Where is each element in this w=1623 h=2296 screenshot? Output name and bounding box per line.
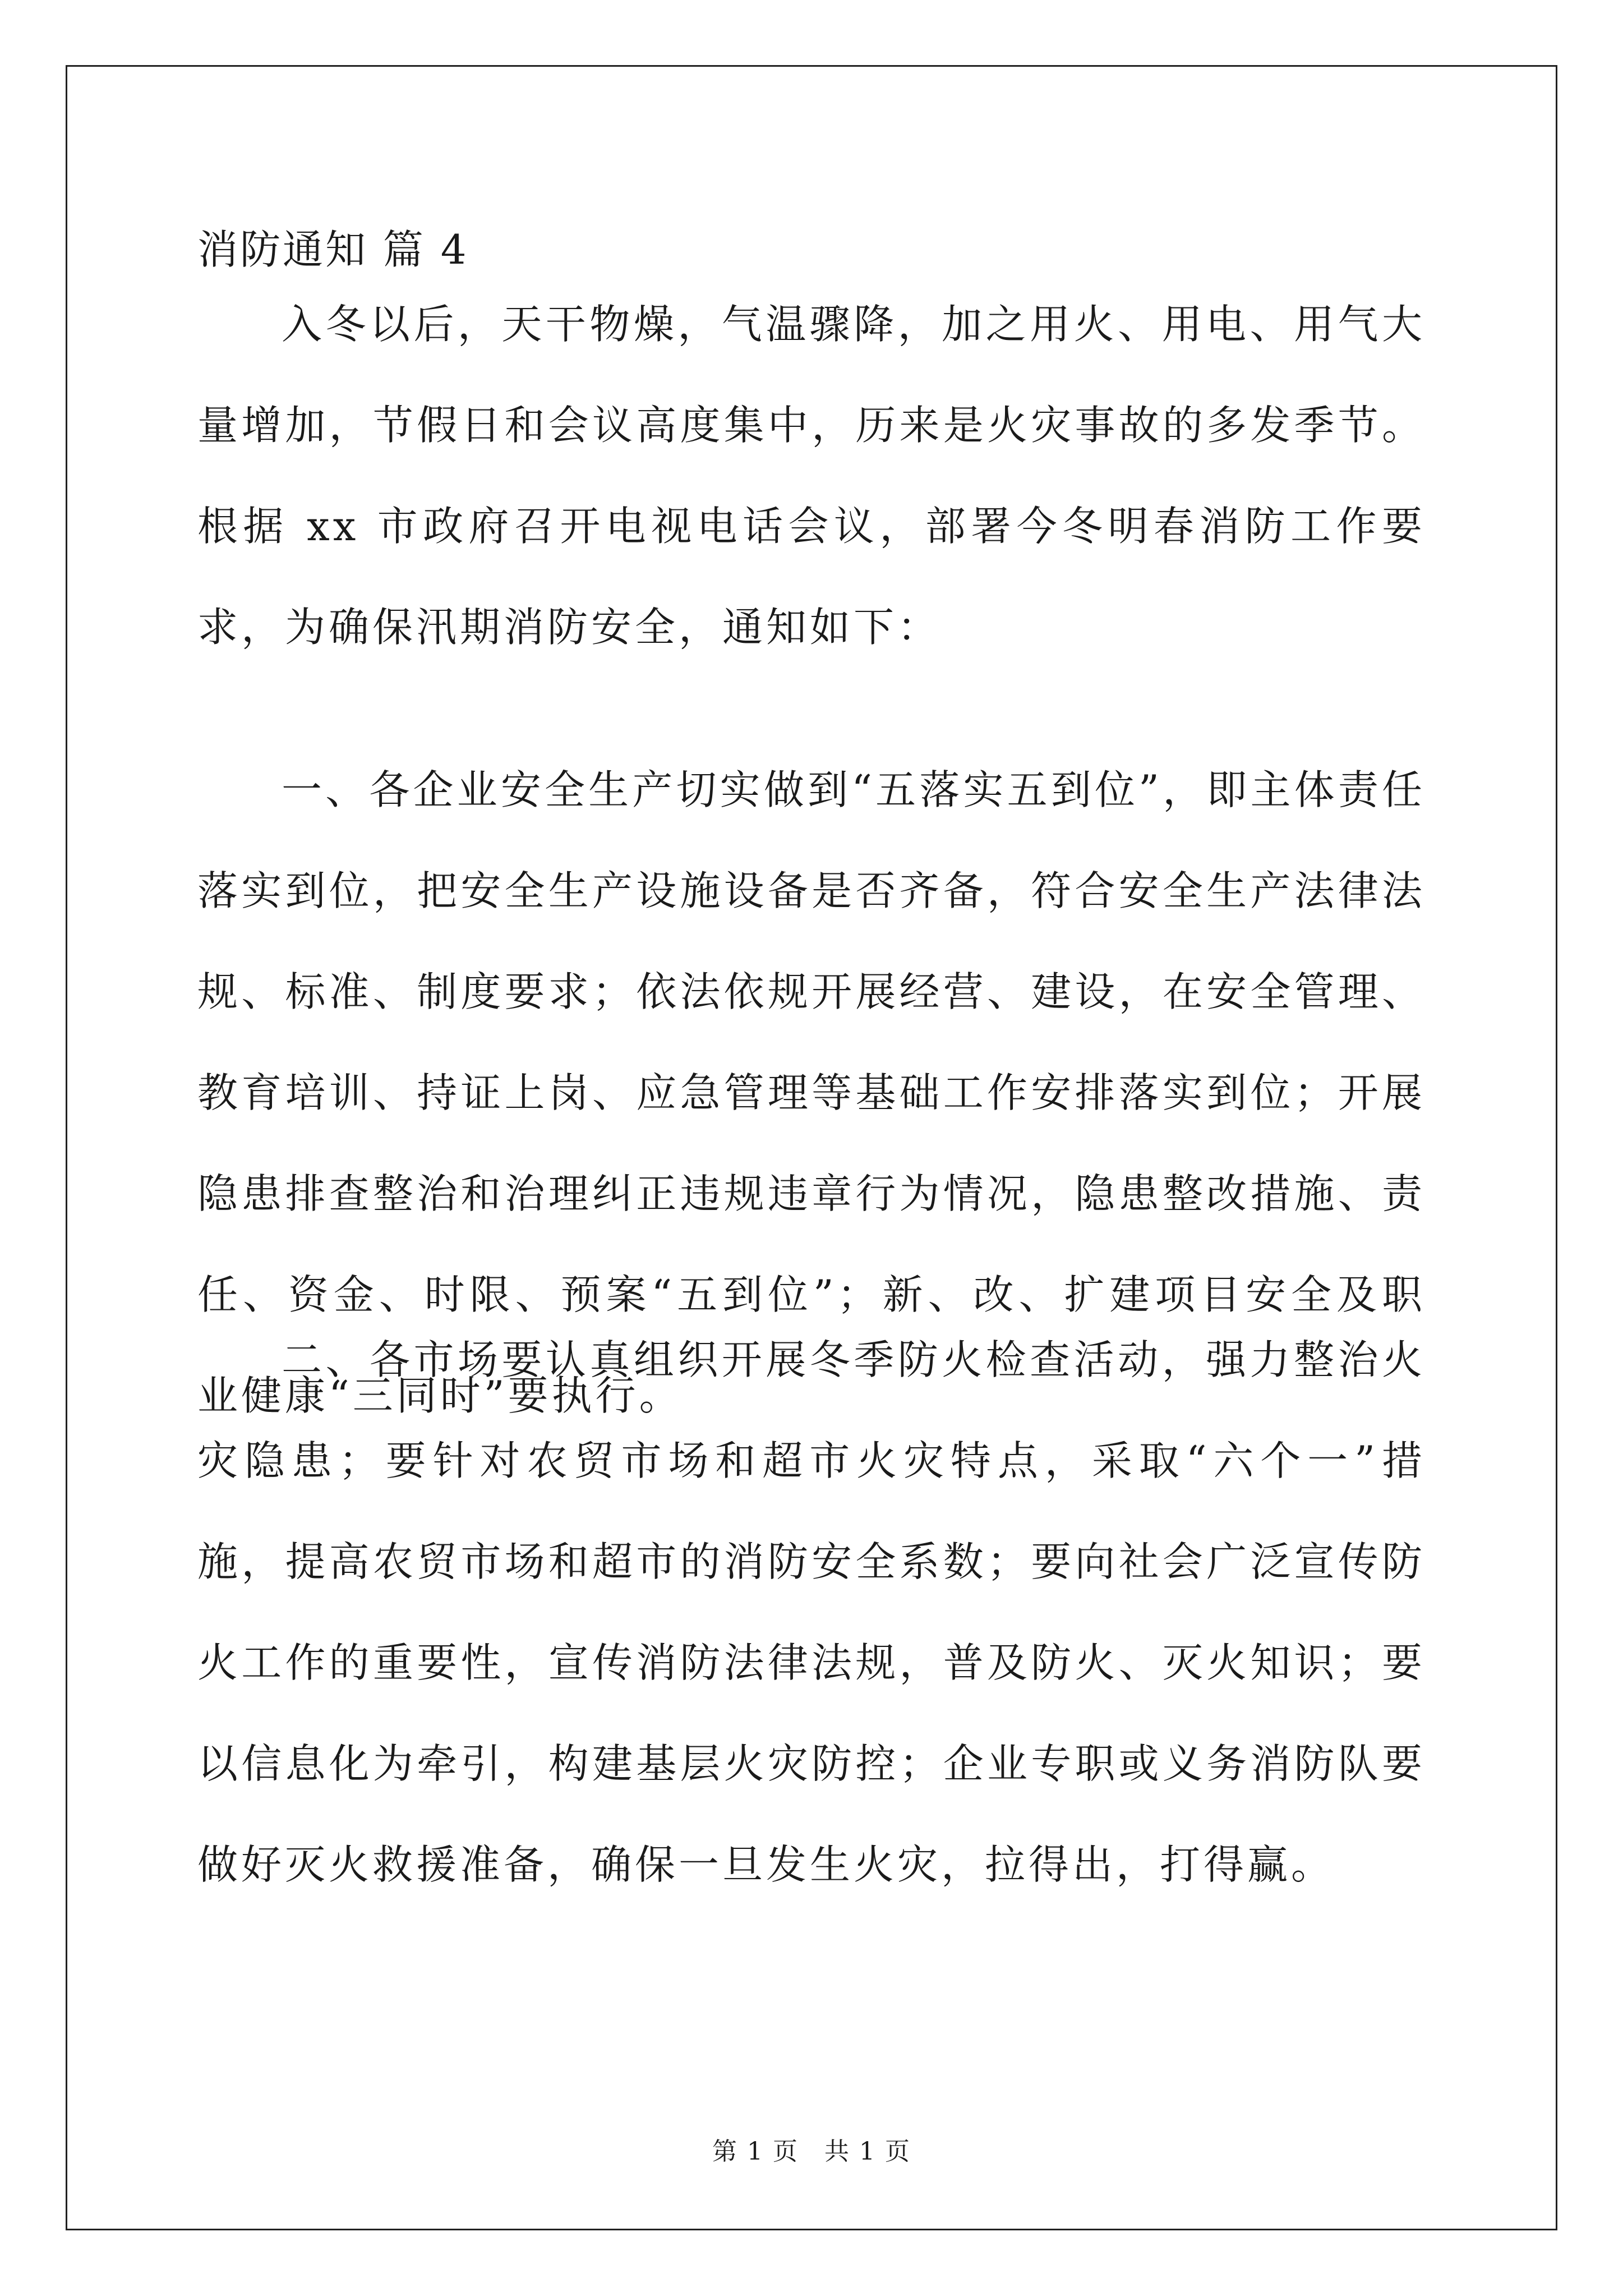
page-footer: 第 1 页 共 1 页 (712, 2137, 911, 2166)
paragraph-item-2: 二、各市场要认真组织开展冬季防火检查活动，强力整治火灾隐患；要针对农贸市场和超市火灾特点，采取“六个一”措施，提高农贸市场和超市的消防安全系数；要向社会广泛宣传防火工作的重要性，宣传消防法律法规，普及防火、灭火知识；要以信息化为牵引，构建基层火灾防控；企业专职或义务消防队要做好灭火救援准备，确保一旦发生火灾，拉得出，打得赢。 (197, 1336, 1426, 1888)
document-title: 消防通知 篇 4 (197, 226, 469, 273)
paragraph-intro: 入冬以后，天干物燥，气温骤降，加之用火、用电、用气大量增加，节假日和会议高度集中，历来是火灾事故的多发季节。根据 xx 市政府召开电视电话会议，部署今冬明春消防工作要求，为确保汛期消防安全，通知如下： (197, 301, 1426, 651)
paragraph-item-1: 一、各企业安全生产切实做到“五落实五到位”，即主体责任落实到位，把安全生产设施设备是否齐备，符合安全生产法律法规、标准、制度要求；依法依规开展经营、建设，在安全管理、教育培训、持证上岗、应急管理等基础工作安排落实到位；开展隐患排查整治和治理纠正违规违章行为情况，隐患整改措施、责任、资金、时限、预案“五到位”；新、改、扩建项目安全及职业健康“三同时”要执行。 (197, 766, 1426, 1419)
